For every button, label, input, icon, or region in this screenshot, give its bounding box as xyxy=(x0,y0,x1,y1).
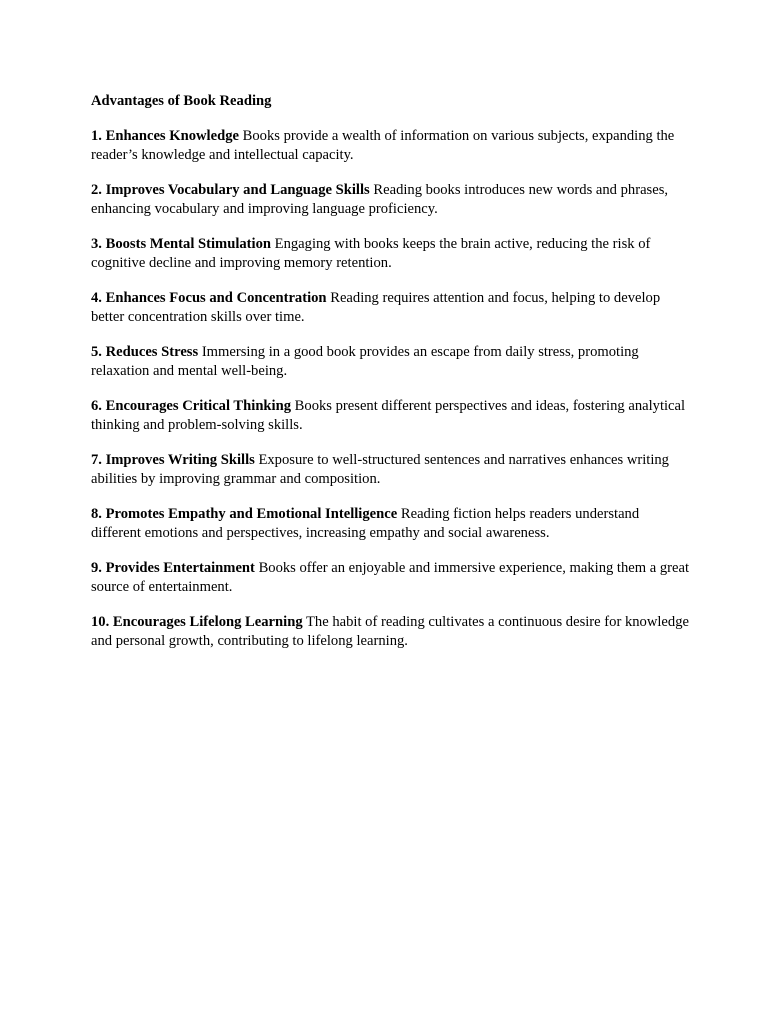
list-item xyxy=(91,397,691,435)
list-item xyxy=(91,505,691,543)
item-text: Books present different perspectives and ideas, fostering analytical thinking and problem-solving skills. xyxy=(91,398,686,433)
document-title: Advantages of Book Reading xyxy=(91,93,272,109)
list-item xyxy=(91,127,691,165)
list-item xyxy=(91,613,691,651)
item-text: The habit of reading cultivates a continuous desire for knowledge and personal growth, contributing to lifelong learning. xyxy=(91,614,689,649)
item-text: Immersing in a good book provides an escape from daily stress, promoting relaxation and mental well-being. xyxy=(91,344,639,379)
list-item xyxy=(91,559,691,597)
item-heading: 2. Improves Vocabulary and Language Skills xyxy=(91,182,370,198)
item-text: Reading fiction helps readers understand different emotions and perspectives, increasing empathy and social awareness. xyxy=(91,506,640,541)
item-heading: 10. Encourages Lifelong Learning xyxy=(91,614,303,630)
item-text: Books provide a wealth of information on various subjects, expanding the reader’s knowledge and intellectual capacity. xyxy=(91,128,675,163)
item-heading: 5. Reduces Stress xyxy=(91,344,199,360)
item-heading: 4. Enhances Focus and Concentration xyxy=(91,290,327,306)
item-text: Books offer an enjoyable and immersive experience, making them a great source of entertainment. xyxy=(91,560,690,595)
item-heading: 3. Boosts Mental Stimulation xyxy=(91,236,271,252)
item-heading: 6. Encourages Critical Thinking xyxy=(91,398,292,414)
item-heading: 1. Enhances Knowledge xyxy=(91,128,239,144)
item-text: Reading requires attention and focus, helping to develop better concentration skills over time. xyxy=(91,290,661,325)
document-body xyxy=(91,92,691,667)
list-item xyxy=(91,235,691,273)
item-text: Engaging with books keeps the brain active, reducing the risk of cognitive decline and improving memory retention. xyxy=(91,236,651,271)
list-item xyxy=(91,451,691,489)
list-item xyxy=(91,289,691,327)
list-item xyxy=(91,181,691,219)
item-heading: 7. Improves Writing Skills xyxy=(91,452,255,468)
item-text: Exposure to well-structured sentences and narratives enhances writing abilities by improving grammar and composition. xyxy=(91,452,669,487)
item-heading: 8. Promotes Empathy and Emotional Intelligence xyxy=(91,506,398,522)
item-text: Reading books introduces new words and phrases, enhancing vocabulary and improving language proficiency. xyxy=(91,182,669,217)
item-heading: 9. Provides Entertainment xyxy=(91,560,255,576)
list-item xyxy=(91,343,691,381)
